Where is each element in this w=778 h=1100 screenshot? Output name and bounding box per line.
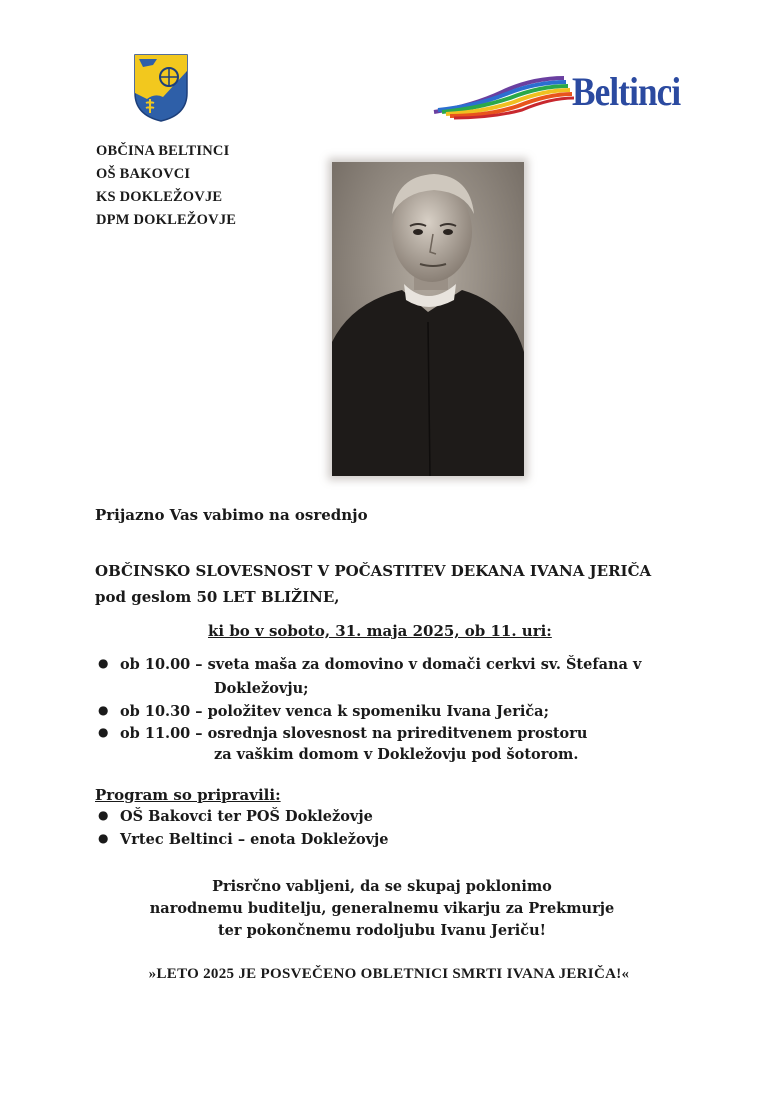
- schedule-item: [98, 725, 588, 742]
- bullet-icon: ●: [98, 703, 109, 717]
- bullet-icon: ●: [98, 831, 109, 845]
- schedule-item: [98, 656, 642, 673]
- rainbow-swoosh-icon: [432, 66, 582, 122]
- schedule-line: ob 11.00 – osrednja slovesnost na prireditvenem prostoru: [120, 725, 588, 742]
- organizers-list: [96, 140, 236, 232]
- portrait-photo: [332, 162, 524, 476]
- schedule-item: [98, 703, 549, 720]
- event-date-line: ki bo v soboto, 31. maja 2025, ob 11. uri:: [208, 622, 552, 640]
- program-item-label: OŠ Bakovci ter POŠ Dokležovje: [120, 808, 373, 825]
- portrait-image: [332, 162, 524, 476]
- crest-icon: [133, 53, 189, 123]
- beltinci-logo: [432, 66, 702, 122]
- program-heading: Program so pripravili:: [95, 786, 281, 804]
- closing-line: narodnemu buditelju, generalnemu vikarju za Prekmurje: [149, 900, 615, 917]
- program-item: [98, 831, 389, 848]
- municipality-crest: [133, 53, 189, 123]
- invitation-intro: Prijazno Vas vabimo na osrednjo: [95, 506, 368, 524]
- organizer-item: OBČINA BELTINCI: [96, 143, 230, 159]
- event-title: OBČINSKO SLOVESNOST V POČASTITEV DEKANA IVANA JERIČA: [95, 562, 652, 580]
- logo-text: Beltinci: [572, 69, 681, 114]
- bullet-icon: ●: [98, 725, 109, 739]
- closing-line: Prisrčno vabljeni, da se skupaj poklonimo: [212, 878, 552, 895]
- organizer-item: KS DOKLEŽOVJE: [96, 189, 223, 205]
- closing-line: ter pokončnemu rodoljubu Ivanu Jeriču!: [217, 922, 547, 939]
- organizer-item: DPM DOKLEŽOVJE: [96, 212, 237, 228]
- schedule-line-continued: za vaškim domom v Dokležovju pod šotorom.: [214, 746, 579, 763]
- bullet-icon: ●: [98, 808, 109, 822]
- schedule-line: ob 10.30 – položitev venca k spomeniku Ivana Jeriča;: [120, 703, 549, 720]
- bullet-icon: ●: [98, 656, 109, 670]
- organizer-item: OŠ BAKOVCI: [96, 166, 191, 182]
- schedule-line-continued: Dokležovju;: [214, 680, 309, 697]
- program-item-label: Vrtec Beltinci – enota Dokležovje: [120, 831, 389, 848]
- program-item: [98, 808, 373, 825]
- closing-message: [0, 876, 778, 942]
- footer-dedication: »LETO 2025 JE POSVEČENO OBLETNICI SMRTI IVANA JERIČA!«: [148, 966, 630, 982]
- schedule-line: ob 10.00 – sveta maša za domovino v domači cerkvi sv. Štefana v: [120, 656, 642, 673]
- event-motto: pod geslom 50 LET BLIŽINE,: [95, 588, 340, 606]
